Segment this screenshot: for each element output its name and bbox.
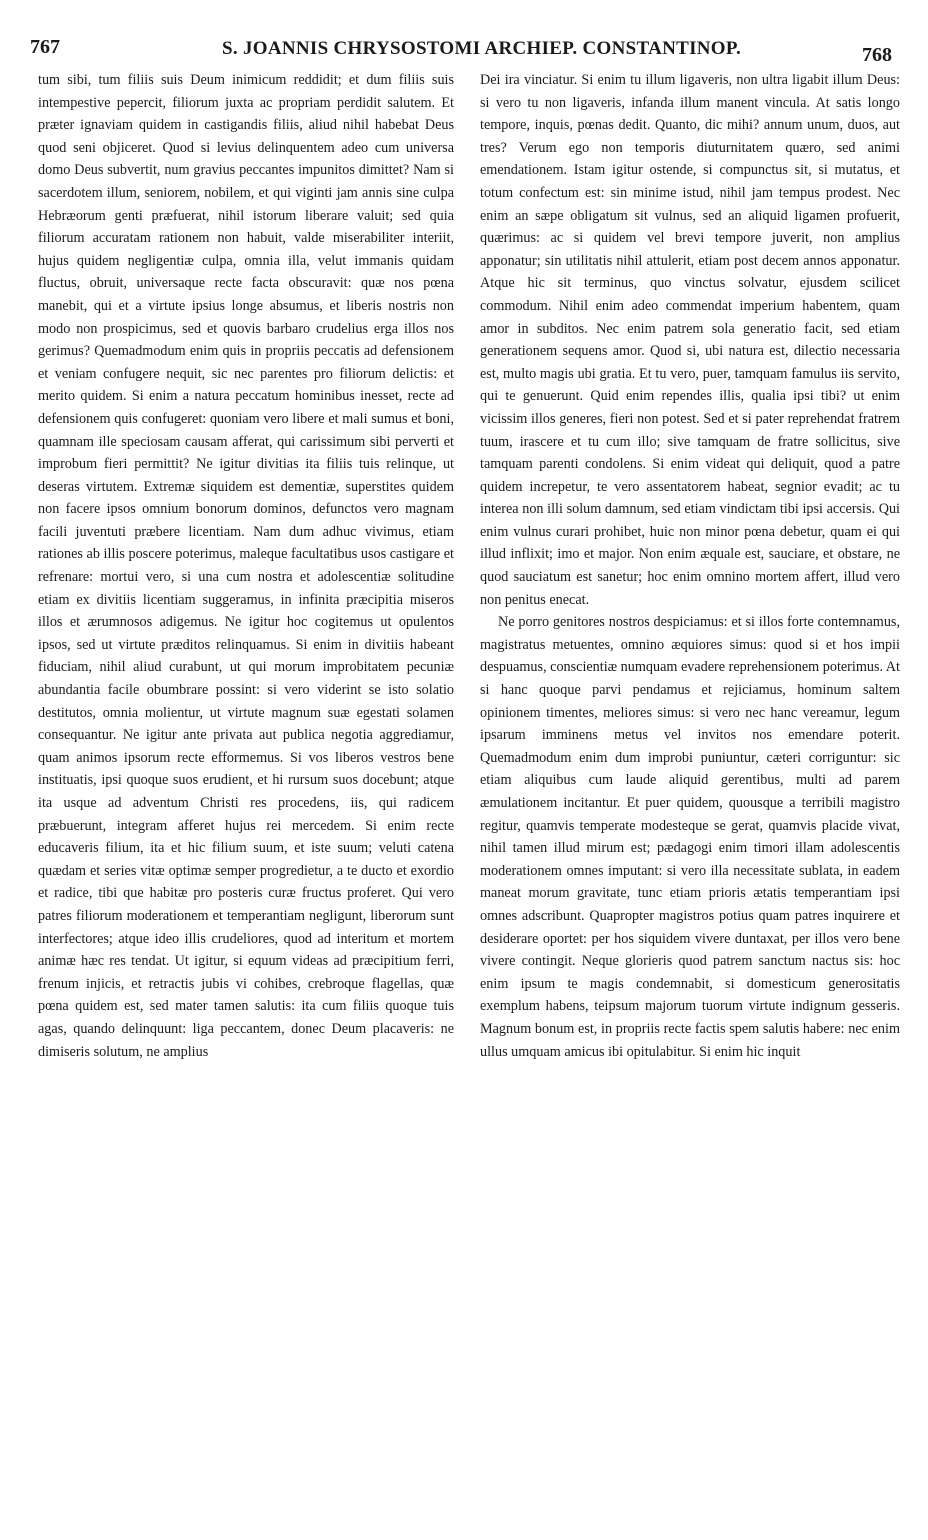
right-paragraph-2: Ne porro genitores nostros despiciamus: et si illos forte contemnamus, magistratus metuentes, omnino æquiores simus: quod si et hos impii despuamus, conscientiæ numquam evadere reprehensionem poterimus. At si hanc quoque parvi pendamus et rejiciamus, hominum saltem opinionem timentes, meliores simus: si vero nec hanc vereamur, legum ipsarum imminens metus vel invitos nos emendare poterit. Quemadmodum enim dum improbi puniuntur, cæteri corriguntur: sic etiam aliquibus cum laude aliquid gerentibus, multi ad parem æmulationem incitantur. Et puer quidem, quousque a terribili magistro regitur, quamvis temperate modesteque se gerat, quamvis placide vivat, nihil tamen illud mirum est; pædagogi enim timori illam adolescentis moderationem omnes imputant: si vero illa necessitate sublata, in eadem maneat morum gravitate, tunc etiam prioris ætatis temperantiam ipsi omnes adscribunt. Quapropter magistros potius quam patres inquirere et desiderare oportet: per hos siquidem vivere duntaxat, per illos vero bene vivere contingit. Neque glorieris quod patrem sanctum nactus sis: hoc enim ipsum te magis condemnabit, si domesticum generositatis exemplum habens, teipsum majorum tuorum virtute indignum gesseris. Magnum bonum est, in propriis recte factis spem salutis habere: nec enim ullus umquam amicus ibi opitulabitur. Si enim hic inquit bbox=[480, 614, 900, 1060]
right-column bbox=[480, 69, 900, 1063]
page-header bbox=[0, 34, 928, 64]
right-paragraph-1: Dei ira vinciatur. Si enim tu illum ligaveris, non ultra ligabit illum Deus: si vero tu non ligaveris, infanda illum manent vincula. At satis longo tempore, inquis, pœnas dedit. Quanto, dic mihi? annum unum, duos, aut tres? Verum ego non temporis diuturnitatem quæro, sed animi emendationem. Istam igitur ostende, si compunctus sit, si mutatus, et totum confectum est: sin minime istud, nihil jam tempus prodest. Nec enim an sæpe obligatum sit vulnus, sed an aliquid ligamen profuerit, quærimus: ac si quidem vel brevi tempore juverit, non amplius apponatur; sin utilitatis nihil attulerit, etiam post decem annos apponatur. Atque hic sit terminus, quo vinctus solvatur, ejusdem scilicet commodum. Nihil enim adeo commendat imperium habentem, quam amor in subditos. Nec enim patrem sola generatio facit, sed etiam generationem sequens amor. Quod si, ubi natura est, dilectio necessaria est, multo magis ubi gratia. Et tu vero, puer, tamquam famulus iis servito, qui te genuerunt. Quid enim rependes illis, qualia ipsi tibi? ut enim vicissim illos generes, fieri non potest. Sed et si pater reprehendat fratrem tuum, irascere et tu cum illo; sive tamquam de fratre sollicitus, sive tamquam parenti condolens. Si enim videat qui deliquit, quod a patre quidem increpetur, te vero assentatorem habeat, segnior evadit; ac tu interea non illi solum damnum, sed etiam vindictam tibi ipsi accersis. Qui enim vulnus curari prohibet, huic non minor pœna debetur, quam ei qui illud inflixit; imo et major. Non enim æquale est, sauciare, et obstare, ne quod sauciatum est sanetur; hoc enim omnino mortem affert, illud vero non penitus enecat. bbox=[480, 72, 900, 608]
page-number-left: 767 bbox=[30, 36, 60, 58]
left-paragraph-1: tum sibi, tum filiis suis Deum inimicum reddidit; et dum filiis suis intempestive pepercit, filiorum juxta ac propriam perdidit salutem. Et præter ignaviam quidem in castigandis filiis, aliud nihil habebat Deus quod seni objiceret. Quod si levius delinquentem adeo cum universa domo Deus subvertit, num gravius peccantes impunitos dimittet? Nam si sacerdotem illum, seniorem, nobilem, et qui viginti jam annis sine culpa Hebræorum genti præfuerat, nihil istorum liberare valuit; sed quia filiorum accuratam rationem non habuit, valde miserabiliter interiit, hujus quidem negligentiæ culpa, omnia illa, velut immanis quidam fluctus, obruit, universaque recte facta obscuravit: quæ nos pœna manebit, qui et a virtute ipsius longe absumus, et liberis nostris non modo non prospicimus, sed et quovis barbaro crudelius erga illos nos gerimus? Quemadmodum enim quis in propriis peccatis ad defensionem et veniam confugere nequit, sic nec parentes pro filiorum delictis: et merito quidem. Si enim a natura peccatum hominibus inesset, recte ad defensionem quis confugeret: quoniam vero libere et mali sumus et boni, quamnam ille speciosam causam afferat, qui carissimum sibi perverti et improbum fieri permittit? Ne igitur divitias ita filiis tuis relinque, ut deseras virtutem. Extremæ siquidem est dementiæ, superstites quidem non facere ipsos omnium bonorum dominos, defunctos vero magnam facili juventuti præbere licentiam. Nam dum adhuc vivimus, etiam rationes ab illis poscere poterimus, maleque facultatibus usos castigare et refrenare: mortui vero, si una cum nostra et adolescentiæ solitudine etiam ex divitiis licentiam suggeramus, in infinita præcipitia miseros illos et ærumnosos adigemus. Ne igitur hoc cogitemus ut opulentos ipsos, sed ut virtute præditos relinquamus. Si enim in divitiis habeant fiduciam, nihil aliud curabunt, ut qui morum improbitatem pecuniæ abundantia facile obumbrare possint: si vero viderint se isto solatio destitutos, omnia molientur, ut virtute magnum suæ egestati solamen consequantur. Ne igitur ante privata aut publica negotia aggrediamur, quam animos ipsorum recte efformemus. Si vos liberos vestros bene instituatis, ipsi quoque suos erudient, et hi rursum suos docebunt; atque ita usque ad adventum Christi res procedens, iis, qui radicem præbuerunt, integram afferet hujus rei mercedem. Si enim recte educaveris filium, ita et hic filium suum, et iste suum; veluti catena quædam et series vitæ optimæ semper progredietur, a te ducto et exordio et radice, tibi que habitæ pro posteris curæ fructus proferet. Qui vero patres filiorum moderationem et temperantiam negligunt, liberorum sunt interfectores; atque ideo illis crudeliores, quod ad interitum et mortem animæ hæc res tendat. Ut igitur, si equum videas ad præcipitium ferri, frenum injicis, et retractis jubis vi cohibes, crebroque flagellas, quæ pœna quidem est, sed mater tamen salutis: ita cum filiis quoque tuis agas, quando delinquunt: liga peccantem, donec Deum placaveris: ne dimiseris solutum, ne amplius bbox=[38, 72, 454, 1060]
running-title: S. JOANNIS CHRYSOSTOMI ARCHIEP. CONSTANTINOP. bbox=[222, 38, 742, 59]
left-column bbox=[38, 69, 454, 1063]
page-number-right: 768 bbox=[862, 44, 892, 66]
